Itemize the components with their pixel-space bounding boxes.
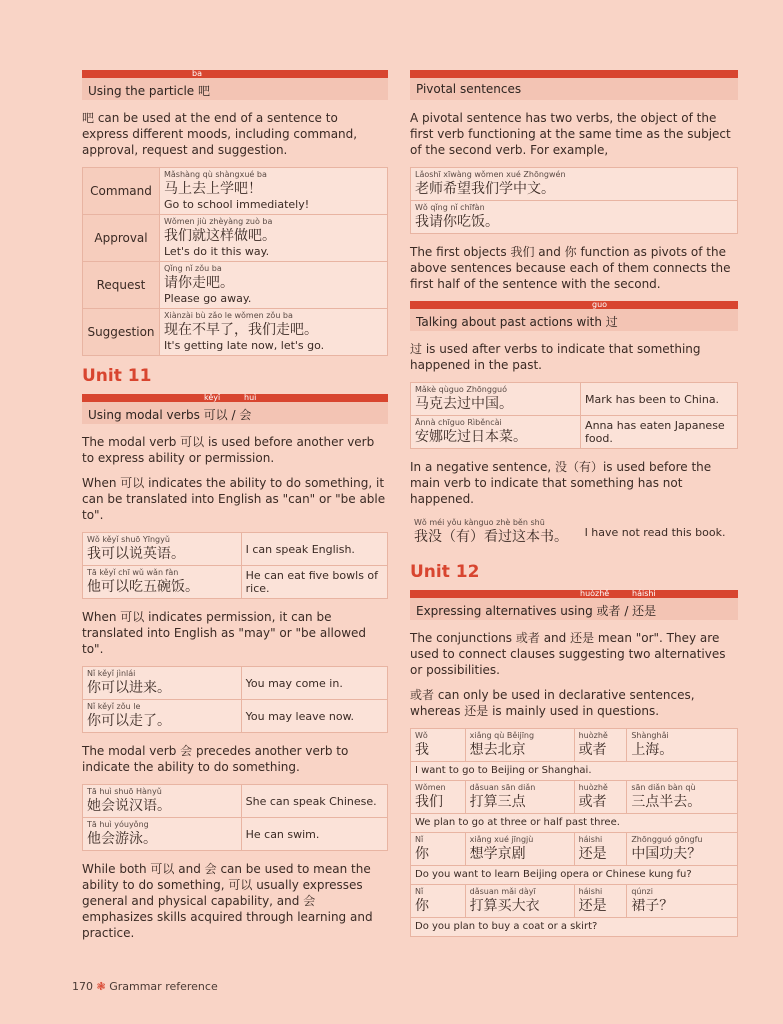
- pinyin: Mǎshàng qù shàngxué ba: [164, 170, 267, 179]
- pinyin: Nǐ: [415, 835, 424, 844]
- alternatives-row: [411, 885, 738, 918]
- english: I have not read this book.: [584, 525, 726, 539]
- pinyin: dǎsuan sān diǎn: [469, 783, 536, 792]
- mood-table: [82, 167, 388, 356]
- alternatives-cell: [411, 781, 466, 814]
- alternatives-cell: [465, 833, 574, 866]
- header-pinyin: huòzhě: [580, 589, 610, 598]
- section-header-pivotal: [410, 70, 738, 100]
- chinese: 打算三点: [469, 794, 526, 810]
- pinyin: Shànghǎi: [631, 731, 669, 740]
- example-chinese-cell: [83, 667, 242, 700]
- paragraph: While both 可以 and 会 can be used to mean the ability to do something, 可以 usually expresses general and physical capability, and 会 emphasizes skills acquired through learning and practice.: [82, 862, 373, 940]
- example-row: [83, 566, 388, 599]
- paragraph: The modal verb 可以 is used before another verb to express ability or permission.: [82, 435, 375, 465]
- alternatives-table: [410, 728, 738, 937]
- mood-label: Approval: [83, 215, 160, 262]
- example-row: [83, 667, 388, 700]
- alternatives-cell: [574, 781, 627, 814]
- chinese: 或者: [578, 742, 607, 758]
- pinyin: huòzhě: [578, 783, 608, 792]
- english: Anna has eaten Japanese food.: [581, 416, 738, 449]
- section-title: Expressing alternatives using 或者 / 还是: [416, 604, 657, 618]
- example-row: [411, 201, 738, 234]
- pinyin: Wǒmen: [415, 783, 446, 792]
- chinese: 中国功夫？: [631, 846, 702, 862]
- mood-label: Command: [83, 168, 160, 215]
- chinese: 我们: [415, 794, 443, 810]
- pinyin: Wǒ méi yǒu kànguo zhè běn shū: [414, 518, 545, 527]
- alternatives-row: [411, 833, 738, 866]
- chinese: 你可以进来。: [87, 680, 171, 696]
- pinyin: Lǎoshī xīwàng wǒmen xué Zhōngwén: [415, 170, 566, 179]
- chinese: 我可以说英语。: [87, 546, 185, 562]
- example-row: [83, 785, 388, 818]
- paragraph: When 可以 indicates the ability to do something, it can be translated into English as "can" or "be able to".: [82, 476, 386, 522]
- header-pinyin: háishi: [632, 589, 656, 598]
- chinese: 他可以吃五碗饭。: [87, 579, 199, 595]
- pinyin: Wǒmen jiù zhèyàng zuò ba: [164, 217, 273, 226]
- paragraph: 过 is used after verbs to indicate that something happened in the past.: [410, 342, 701, 372]
- negative-example: [410, 516, 738, 548]
- mood-label: Request: [83, 262, 160, 309]
- hui-examples: [82, 784, 388, 851]
- mood-example: [160, 168, 388, 215]
- chinese: 我们就这样做吧。: [164, 228, 276, 244]
- example-chinese-cell: [411, 168, 738, 201]
- footer-label: Grammar reference: [109, 980, 218, 993]
- alternatives-translation-row: [411, 918, 738, 937]
- alternatives-cell: [574, 833, 627, 866]
- example-chinese-cell: [83, 700, 242, 733]
- pinyin: Ānnà chīguo Rìběncài: [415, 418, 502, 427]
- chinese: 三点半去。: [631, 794, 702, 810]
- alternatives-row: [411, 729, 738, 762]
- alternatives-cell: [627, 781, 738, 814]
- pinyin: Nǐ kěyǐ zǒu le: [87, 702, 141, 711]
- chinese: 打算买大衣: [469, 898, 540, 914]
- alternatives-cell: [574, 885, 627, 918]
- example-chinese-cell: [411, 201, 738, 234]
- chinese: 还是: [578, 846, 607, 862]
- mood-example: [160, 262, 388, 309]
- ability-examples: [82, 532, 388, 599]
- section-title: Using the particle 吧: [88, 84, 210, 98]
- paragraph: The modal verb 会 precedes another verb to indicate the ability to do something.: [82, 744, 349, 774]
- right-column: [410, 70, 738, 947]
- section-header-modal-verbs: [82, 394, 388, 424]
- example-chinese-cell: [83, 818, 242, 851]
- chinese: 你可以走了。: [87, 713, 171, 729]
- english: He can eat five bowls of rice.: [241, 566, 387, 599]
- example-chinese-cell: [83, 566, 242, 599]
- chinese: 安娜吃过日本菜。: [415, 429, 527, 445]
- example-row: [410, 516, 738, 548]
- guo-examples: [410, 382, 738, 449]
- alternatives-cell: [627, 833, 738, 866]
- alternatives-cell: [465, 885, 574, 918]
- header-pinyin: kěyǐ: [204, 393, 221, 402]
- section-title: Using modal verbs 可以 / 会: [88, 408, 252, 422]
- english: I want to go to Beijing or Shanghai.: [411, 762, 738, 781]
- chinese: 你: [415, 846, 429, 862]
- example-row: [411, 168, 738, 201]
- chinese: 马克去过中国。: [415, 396, 513, 412]
- mood-row: [83, 215, 388, 262]
- alternatives-cell: [627, 729, 738, 762]
- mood-label: Suggestion: [83, 309, 160, 356]
- chinese: 我请你吃饭。: [415, 214, 499, 230]
- header-pinyin: guo: [592, 300, 608, 309]
- mood-example: [160, 215, 388, 262]
- pinyin: Zhōngguó gōngfu: [631, 835, 703, 844]
- english: It's getting late now, let's go.: [164, 339, 325, 352]
- paragraph: The conjunctions 或者 and 还是 mean "or". They are used to connect clauses suggesting two alternatives or possibilities.: [410, 631, 726, 677]
- page-footer: [72, 980, 218, 993]
- mood-row: [83, 168, 388, 215]
- english: Let's do it this way.: [164, 245, 270, 258]
- pinyin: Wǒ qǐng nǐ chīfàn: [415, 203, 485, 212]
- pinyin: Tā huì yóuyǒng: [87, 820, 149, 829]
- section-title: Pivotal sentences: [416, 82, 522, 96]
- chinese: 马上去上学吧！: [164, 181, 262, 197]
- example-chinese-cell: [83, 533, 242, 566]
- pinyin: xiǎng qù Běijīng: [469, 731, 535, 740]
- section-header-alternatives: [410, 590, 738, 620]
- pinyin: qúnzi: [631, 887, 653, 896]
- chinese: 老师希望我们学中文。: [415, 181, 555, 197]
- section-header-guo: [410, 301, 738, 331]
- english: I can speak English.: [241, 533, 387, 566]
- chinese: 她会说汉语。: [87, 798, 171, 814]
- paragraph: 或者 can only be used in declarative sentences, whereas 还是 is mainly used in questions.: [410, 688, 695, 718]
- pinyin: Wǒ: [415, 731, 428, 740]
- unit-title: Unit 11: [82, 366, 152, 386]
- chinese: 他会游泳。: [87, 831, 157, 847]
- chinese: 上海。: [631, 742, 674, 758]
- alternatives-translation-row: [411, 866, 738, 885]
- pinyin: Xiànzài bù zǎo le wǒmen zǒu ba: [164, 311, 293, 320]
- pinyin: Tā huì shuō Hànyǔ: [87, 787, 162, 796]
- alternatives-cell: [411, 833, 466, 866]
- page-number: 170: [72, 980, 93, 993]
- example-chinese-cell: [411, 383, 581, 416]
- header-pinyin: ba: [192, 69, 202, 78]
- pinyin: háishi: [578, 835, 603, 844]
- english: She can speak Chinese.: [241, 785, 387, 818]
- pinyin: dǎsuan mǎi dàyī: [469, 887, 536, 896]
- example-row: [83, 533, 388, 566]
- alternatives-row: [411, 781, 738, 814]
- pinyin: Tā kěyǐ chī wǔ wǎn fàn: [87, 568, 179, 577]
- pinyin: Qǐng nǐ zǒu ba: [164, 264, 222, 273]
- paragraph: A pivotal sentence has two verbs, the object of the first verb functioning at the same time as the subject of the second verb. For example,: [410, 111, 731, 157]
- alternatives-cell: [465, 729, 574, 762]
- section-header-particle-ba: [82, 70, 388, 100]
- chinese: 请你走吧。: [164, 275, 234, 291]
- example-chinese-cell: [411, 416, 581, 449]
- english: You may come in.: [241, 667, 387, 700]
- mood-example: [160, 309, 388, 356]
- chinese: 你: [415, 898, 429, 914]
- chinese: 现在不早了，我们走吧。: [164, 322, 318, 338]
- alternatives-cell: [627, 885, 738, 918]
- alternatives-cell: [574, 729, 627, 762]
- example-row: [83, 818, 388, 851]
- english: Go to school immediately!: [164, 198, 310, 211]
- pinyin: huòzhě: [578, 731, 608, 740]
- pinyin: Nǐ: [415, 887, 424, 896]
- alternatives-translation-row: [411, 762, 738, 781]
- example-row: [411, 383, 738, 416]
- chinese: 想去北京: [469, 742, 526, 758]
- chinese: 或者: [578, 794, 607, 810]
- alternatives-cell: [411, 729, 466, 762]
- paragraph: In a negative sentence, 没（有）is used before the main verb to indicate that something has not happened.: [410, 460, 712, 506]
- chinese: 我: [415, 742, 429, 758]
- english: Mark has been to China.: [581, 383, 738, 416]
- chinese: 还是: [578, 898, 607, 914]
- pinyin: Nǐ kěyǐ jìnlái: [87, 669, 136, 678]
- permission-examples: [82, 666, 388, 733]
- pinyin: Mǎkè qùguo Zhōngguó: [415, 385, 507, 394]
- example-row: [83, 700, 388, 733]
- english: You may leave now.: [241, 700, 387, 733]
- alternatives-translation-row: [411, 814, 738, 833]
- paragraph: 吧 can be used at the end of a sentence to express different moods, including command, approval, request and suggestion.: [82, 111, 358, 157]
- english: Please go away.: [164, 292, 252, 305]
- example-row: [411, 416, 738, 449]
- pivotal-examples: [410, 167, 738, 234]
- alternatives-cell: [465, 781, 574, 814]
- chinese: 裙子？: [631, 898, 674, 914]
- pinyin: Wǒ kěyǐ shuō Yīngyǔ: [87, 535, 170, 544]
- english: Do you plan to buy a coat or a skirt?: [411, 918, 738, 937]
- section-title: Talking about past actions with 过: [416, 315, 618, 329]
- chinese: 想学京剧: [469, 846, 526, 862]
- english: We plan to go at three or half past three.: [411, 814, 738, 833]
- alternatives-cell: [411, 885, 466, 918]
- pinyin: sān diǎn bàn qù: [631, 783, 696, 792]
- english: Do you want to learn Beijing opera or Chinese kung fu?: [411, 866, 738, 885]
- paragraph: When 可以 indicates permission, it can be translated into English as "may" or "be allowed to".: [82, 610, 367, 656]
- unit-title: Unit 12: [410, 562, 480, 582]
- paragraph: The first objects 我们 and 你 function as pivots of the above sentences because each of them connects the first half of the sentence with the second.: [410, 245, 731, 291]
- flower-icon: ❃: [96, 980, 106, 993]
- example-chinese-cell: [83, 785, 242, 818]
- mood-row: [83, 262, 388, 309]
- chinese: 我没（有）看过这本书。: [414, 529, 568, 545]
- english: He can swim.: [241, 818, 387, 851]
- pinyin: háishi: [578, 887, 603, 896]
- mood-row: [83, 309, 388, 356]
- left-column: [82, 70, 388, 950]
- pinyin: xiǎng xué jīngjù: [469, 835, 534, 844]
- header-pinyin: huì: [244, 393, 257, 402]
